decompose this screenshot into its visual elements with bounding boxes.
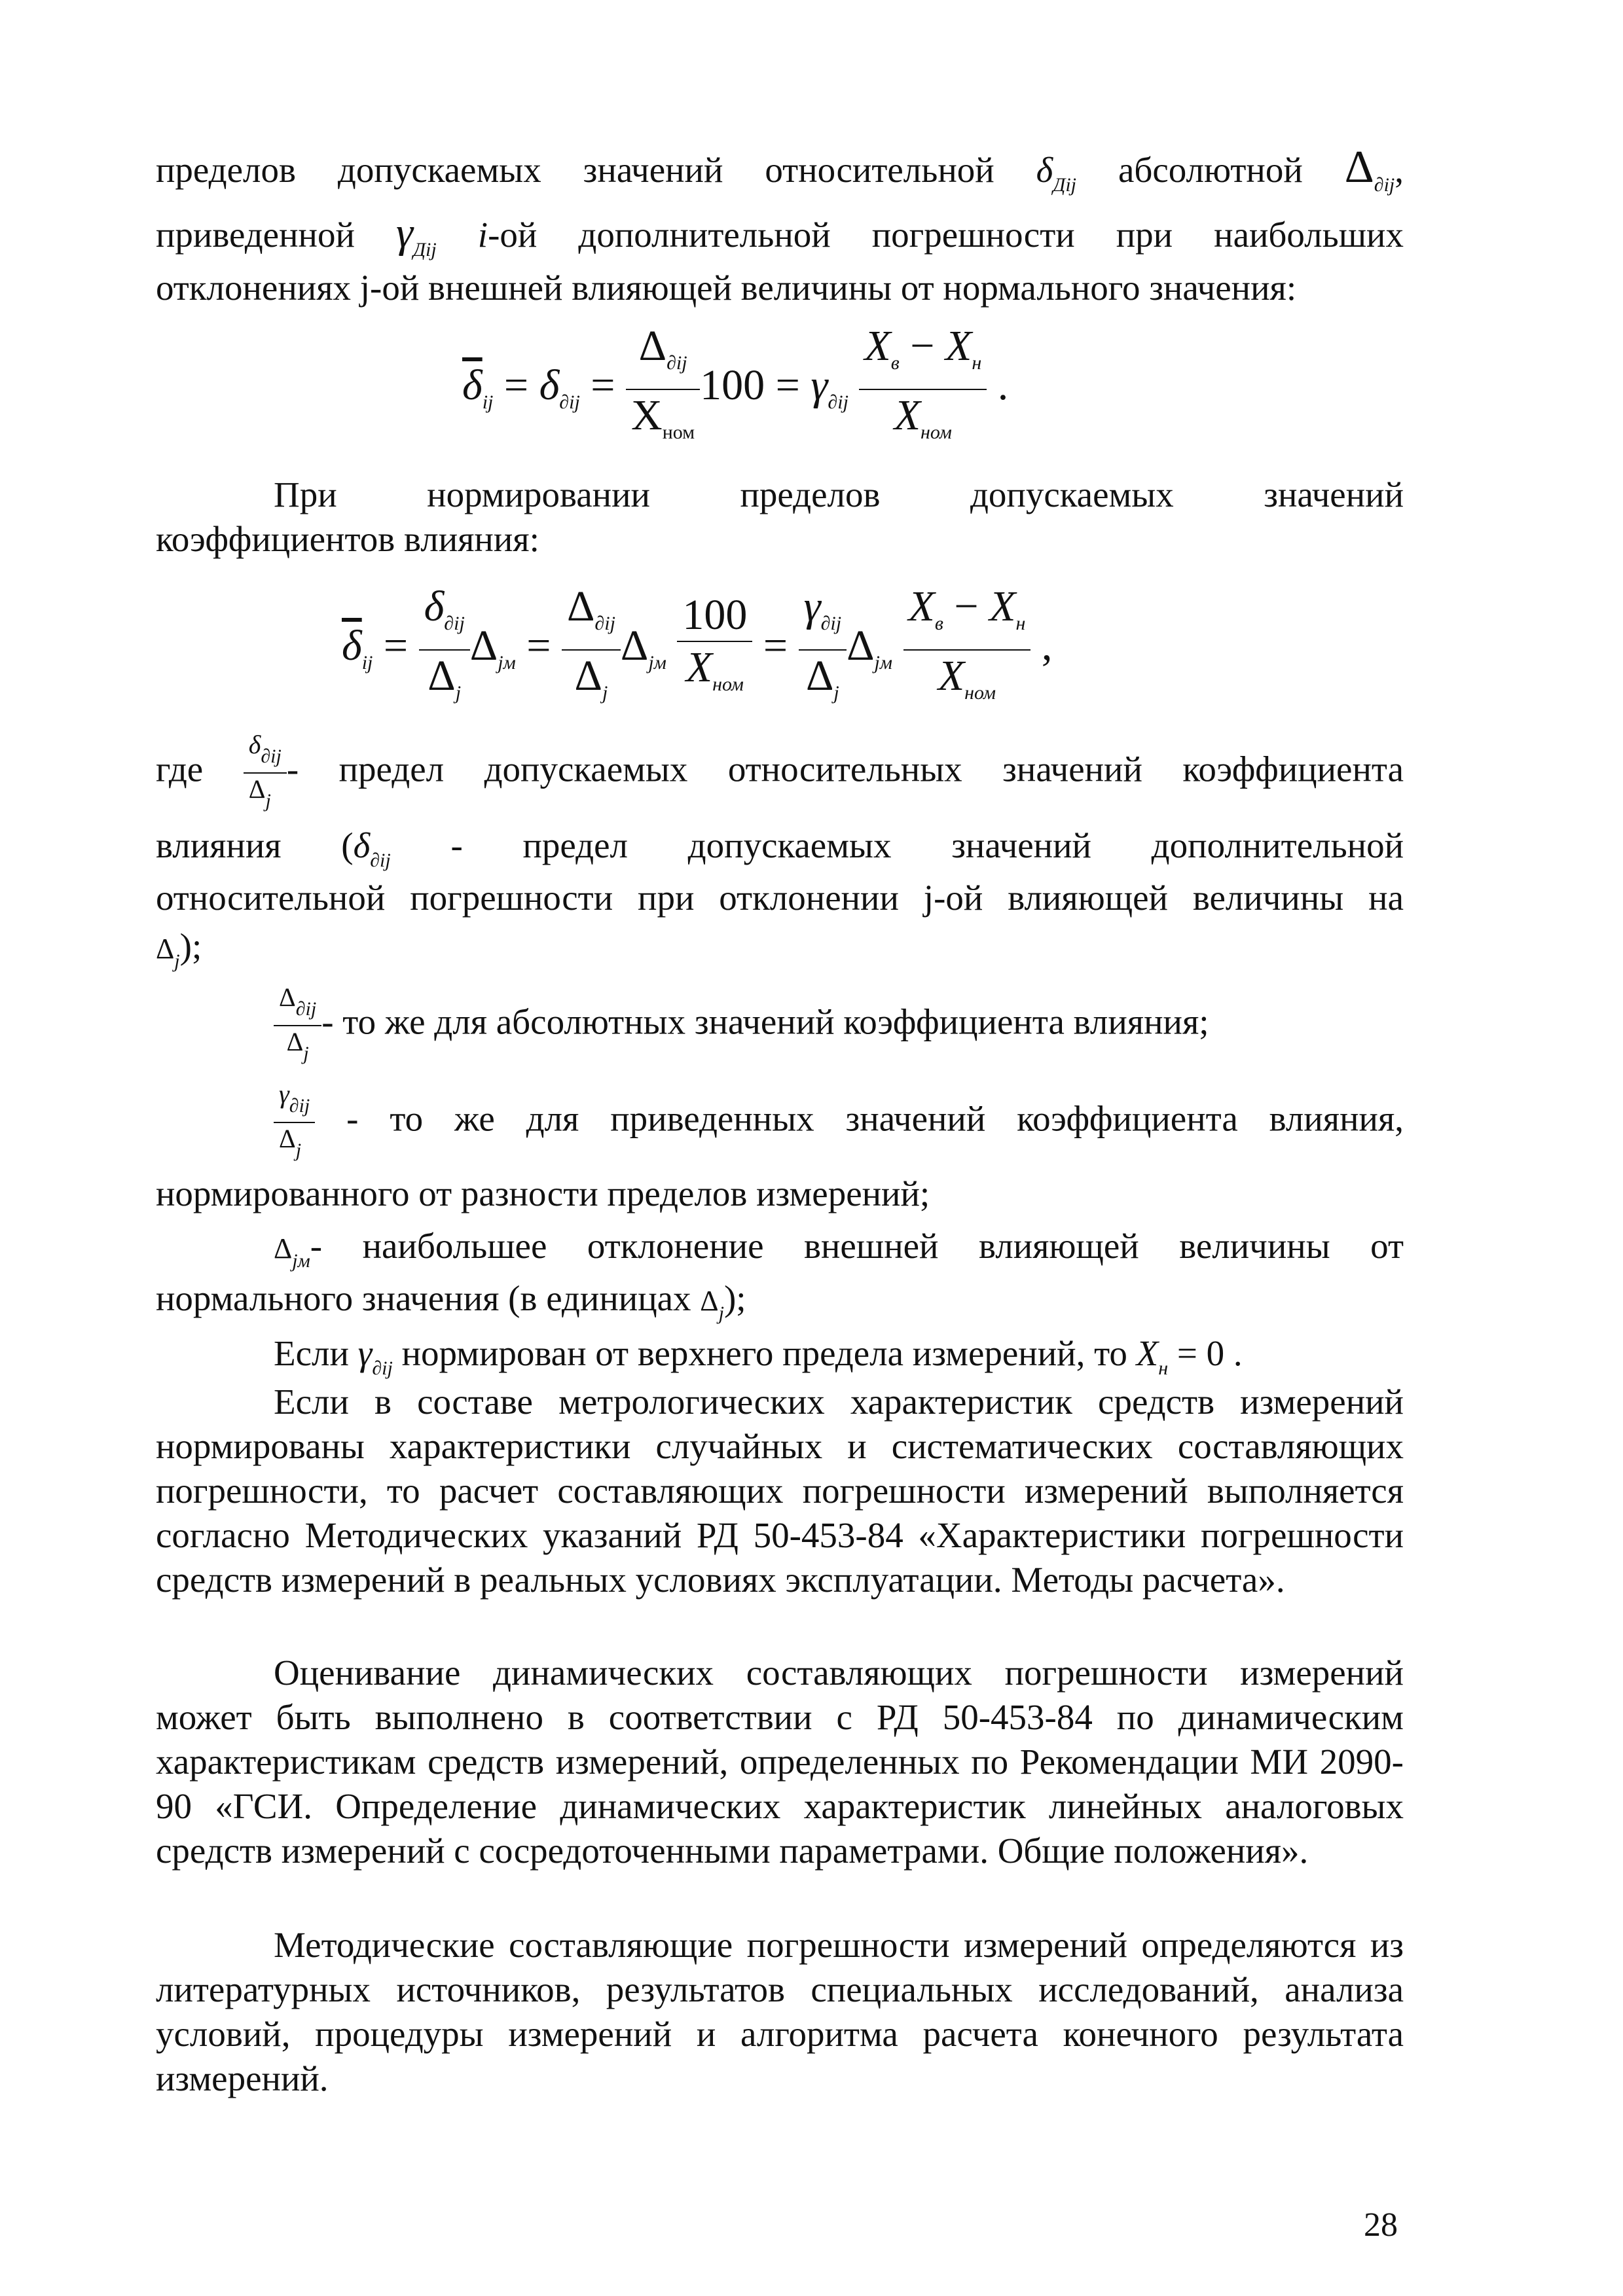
text-line-3 [156,266,1404,310]
formula-influence-coefficient: $\overline{\delta}_{ij}$ = $\frac{\delta_{\partial ij}}{\Delta_j}$ $\Delta_{jм}$ = $\frac{\Delta_{\partial ij}}{\Delta_j}$ $\Delta_{jм}$ $\frac{100}{X_{ном}}$ = $\frac{\gamma_{\partial ij}}{\Delta_j}$ $\Delta_{jм}$ $\frac{X_в - X_н}{X_{ном}}$ , [342,583,1053,704]
text-fragment: абсолютной [1118,150,1303,190]
formula-relative-error: $\overline{\delta}_{ij} = \delta_{\partial ij}$ = $\frac{\Delta_{\partial ij}}{Х_{ном}}$ $100 = \gamma_{\partial ij}$ $\frac{X_в - X_н}{X_{ном}}$ . [462,322,1008,457]
text-fragment: нормального значения (в единицах [156,1278,691,1318]
gamma-D-ij: $\gamma_{Дij}$ [395,209,437,260]
paragraph-dynamic [156,1651,1404,1873]
text-fragment: нормированного от разности пределов измерений; [156,1174,930,1213]
page-number: 28 [1364,2206,1398,2244]
text-fragment: i-ой дополнительной погрешности при наибольших [477,215,1404,255]
delta-bar: $\overline{\delta}$ [462,361,483,410]
text-line-if: Если $\gamma_{\partial ij}$ нормирован от верхнего предела измерений, то $X_н = 0$ . [274,1333,1243,1379]
Delta-d-ij: $\Delta_{\partial ij}$, [1344,142,1404,196]
text-line-max-deviation: $\Delta_{jм}-$ наибольшее отклонение внешней влияющей величины от [274,1226,1404,1272]
text-line-reduced-2 [156,1172,1404,1216]
text-fragment: нормирован от верхнего предела измерений, то [401,1333,1127,1373]
text-fragment: - то же для абсолютных значений коэффициента влияния; [321,1001,1209,1042]
text-fragment: относительной погрешности при отклонении j-ой влияющей величины на [156,878,1404,918]
text-fragment: - предел допускаемых значений дополнительной [450,825,1404,865]
text-line-influence: влияния ($\delta_{\partial ij}$ - предел допускаемых значений дополнительной [156,825,1404,871]
text-fragment: где [156,749,204,789]
text-fragment: - предел допускаемых относительных значений коэффициента [286,749,1404,789]
text-line-max-deviation-2: нормального значения (в единицах $\Delta_j$); [156,1278,746,1324]
text-fragment: коэффициентов влияния: [156,519,539,559]
text-fragment: - то же для приведенных значений коэффициента влияния, [346,1098,1404,1139]
fraction-Delta-over-Xnom: $\frac{\Delta_{\partial ij}}{Х_{ном}}$ [626,322,700,457]
paragraph-metrological [156,1380,1404,1602]
paragraph-text: Методические составляющие погрешности измерений определяются из литературных источников, результатов специальных исследований, анализа условий, процедуры измерений и алгоритма расчета конечного результата измерений. [156,1925,1404,2098]
text-fragment: отклонениях j-ой внешней влияющей величины от нормального значения: [156,268,1297,308]
paragraph-text: Оценивание динамических составляющих погрешности измерений может быть выполнено в соответствии с РД 50-453-84 по динамическим характеристикам средств измерений, определенных по Рекомендации МИ 2090-90 «ГСИ. Определение динамических характеристик линейных аналоговых средств измерений с сосредоточенными параметрами. Общие положения». [156,1653,1404,1871]
text-fragment: приведенной [156,215,355,255]
paragraph-text: Если в составе метрологических характеристик средств измерений нормированы характеристики случайных и систематических составляющих погрешности, то расчет составляющих погрешности измерений выполняется согласно Методических указаний РД 50-453-84 «Характеристики погрешности средств измерений в реальных условиях эксплуатации. Методы расчета». [156,1382,1404,1600]
text-line-1 [156,142,1404,207]
fraction-delta-over-Delta-j: $\frac{\delta_{\partial ij}}{\Delta_j}$ [244,730,287,816]
text-fragment: пределов допускаемых значений относительной [156,150,994,190]
text-fragment: Если [274,1333,349,1373]
text-line-reduced: $\frac{\gamma_{\partial ij}}{\Delta_j}$ - то же для приведенных значений коэффициента влияния, [274,1080,1404,1165]
paragraph-methodical [156,1923,1404,2101]
text-fragment: - наибольшее отклонение внешней влияющей величины от [310,1226,1404,1266]
text-line-influence-2 [156,876,1404,920]
text-fragment: При нормировании пределов допускаемых значений [274,475,1404,514]
text-line-4 [274,473,1404,517]
text-fragment: влияния ( [156,825,354,865]
fraction-Xv-minus-Xn-over-Xnom: $\frac{X_в - X_н}{X_{ном}}$ [859,322,987,457]
delta-D-ij: $\delta_{Дij}$ [1036,150,1076,196]
text-line-influence-3: $\Delta_j$); [156,926,202,972]
text-line-where [156,730,1404,816]
text-line-absolute: $\frac{\Delta_{\partial ij}}{\Delta_j}$ - то же для абсолютных значений коэффициента влияния; [274,983,1404,1068]
text-line-5 [156,517,1404,562]
text-line-2 [156,211,1404,272]
